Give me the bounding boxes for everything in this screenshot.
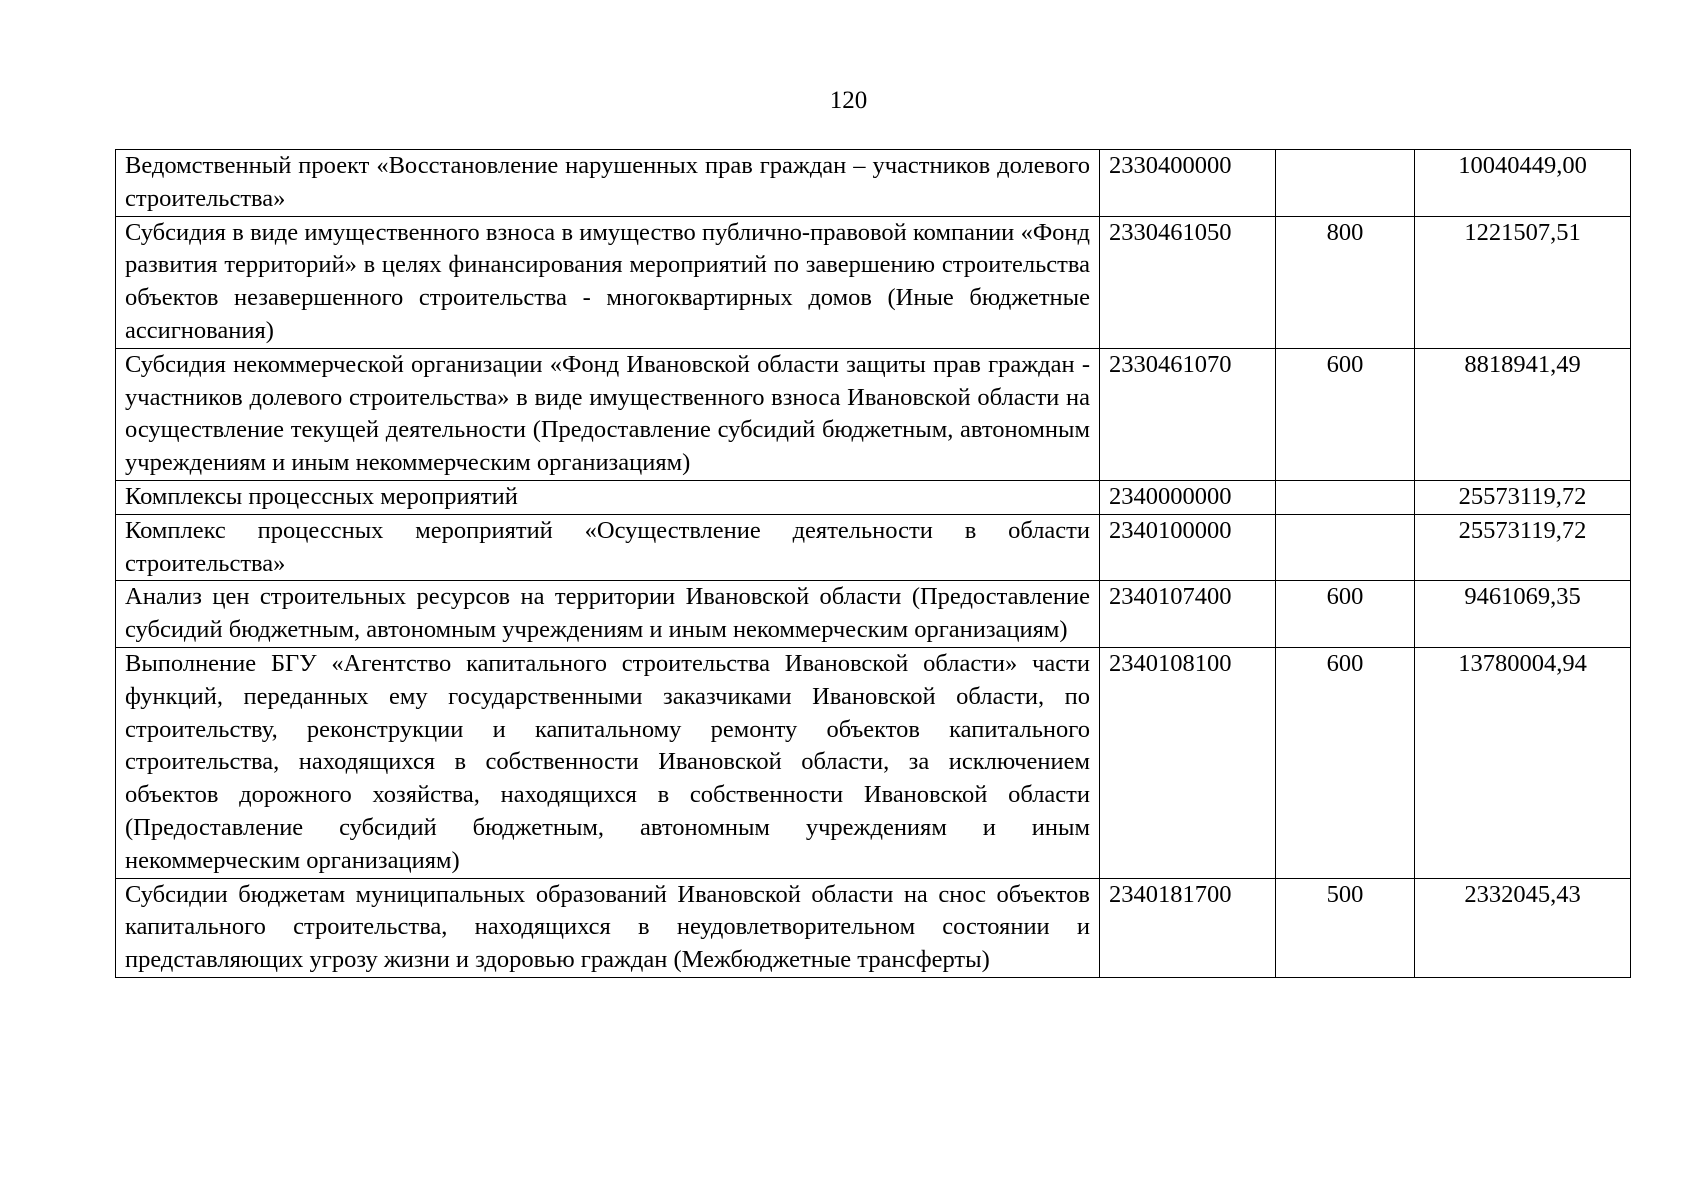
row-code: 2340000000 xyxy=(1100,480,1276,514)
row-sum: 10040449,00 xyxy=(1415,150,1631,217)
row-expense-type xyxy=(1276,480,1415,514)
row-sum: 2332045,43 xyxy=(1415,878,1631,977)
row-name: Субсидия в виде имущественного взноса в имущество публично-правовой компании «Фонд развития территорий» в целях финансирования мероприятий по завершению строительства объектов незавершенного строительства - многоквартирных домов (Иные бюджетные ассигнования) xyxy=(116,216,1100,348)
page-number: 120 xyxy=(829,87,868,114)
row-name: Выполнение БГУ «Агентство капитального строительства Ивановской области» части функций, переданных ему государственными заказчиками Ивановской области, по строительству, реконструкции и капитальному ремонту объектов капитального строительства, находящихся в собственности Ивановской области, за исключением объектов дорожного хозяйства, находящихся в собственности Ивановской области (Предоставление субсидий бюджетным, автономным учреждениям и иным некоммерческим организациям) xyxy=(116,647,1100,878)
table-row xyxy=(116,647,1631,878)
row-expense-type xyxy=(1276,514,1415,581)
table-row xyxy=(116,480,1631,514)
row-code: 2340100000 xyxy=(1100,514,1276,581)
row-code: 2330461070 xyxy=(1100,348,1276,480)
row-expense-type: 600 xyxy=(1276,581,1415,648)
row-sum: 1221507,51 xyxy=(1415,216,1631,348)
row-sum: 9461069,35 xyxy=(1415,581,1631,648)
row-name: Анализ цен строительных ресурсов на территории Ивановской области (Предоставление субсидий бюджетным, автономным учреждениям и иным некоммерческим организациям) xyxy=(116,581,1100,648)
row-expense-type: 500 xyxy=(1276,878,1415,977)
row-sum: 25573119,72 xyxy=(1415,480,1631,514)
row-name: Субсидия некоммерческой организации «Фонд Ивановской области защиты прав граждан - участников долевого строительства» в виде имущественного взноса Ивановской области на осуществление текущей деятельности (Предоставление субсидий бюджетным, автономным учреждениям и иным некоммерческим организациям) xyxy=(116,348,1100,480)
table-row xyxy=(116,348,1631,480)
table-row xyxy=(116,581,1631,648)
row-expense-type: 800 xyxy=(1276,216,1415,348)
row-code: 2340181700 xyxy=(1100,878,1276,977)
row-code: 2330400000 xyxy=(1100,150,1276,217)
row-code: 2340108100 xyxy=(1100,647,1276,878)
row-name: Комплексы процессных мероприятий xyxy=(116,480,1100,514)
row-expense-type: 600 xyxy=(1276,647,1415,878)
table-row xyxy=(116,878,1631,977)
table-row xyxy=(116,514,1631,581)
row-name: Комплекс процессных мероприятий «Осуществление деятельности в области строительства» xyxy=(116,514,1100,581)
row-expense-type xyxy=(1276,150,1415,217)
row-code: 2340107400 xyxy=(1100,581,1276,648)
row-sum: 8818941,49 xyxy=(1415,348,1631,480)
row-name: Субсидии бюджетам муниципальных образований Ивановской области на снос объектов капитального строительства, находящихся в неудовлетворительном состоянии и представляющих угрозу жизни и здоровью граждан (Межбюджетные трансферты) xyxy=(116,878,1100,977)
row-expense-type: 600 xyxy=(1276,348,1415,480)
row-sum: 13780004,94 xyxy=(1415,647,1631,878)
table-row xyxy=(116,216,1631,348)
row-sum: 25573119,72 xyxy=(1415,514,1631,581)
budget-table xyxy=(115,149,1631,978)
table-row xyxy=(116,150,1631,217)
row-name: Ведомственный проект «Восстановление нарушенных прав граждан – участников долевого строительства» xyxy=(116,150,1100,217)
row-code: 2330461050 xyxy=(1100,216,1276,348)
